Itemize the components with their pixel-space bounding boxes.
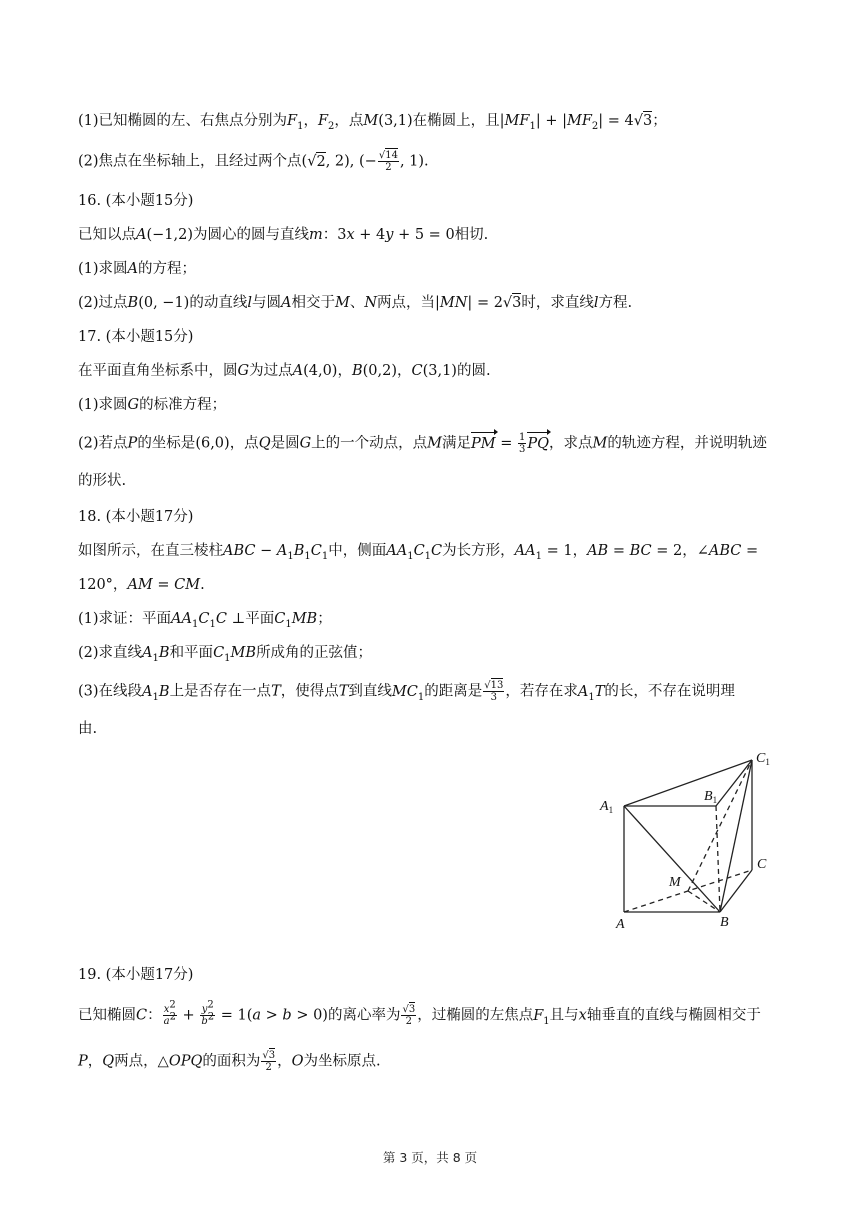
q18-stem-line1: 如图所示，在直三棱柱ABC − $A_1B_1C_1$中，侧面$AA_1C_1C$为长方形，$AA_1 = 1$，AB = BC = 2，∠ABC =: [78, 543, 759, 562]
q16-part1: (1)求圆A的方程；: [78, 261, 197, 277]
q16-header: 16. (本小题15分): [78, 193, 194, 209]
prism-figure: [596, 746, 786, 938]
q17-part2-line1: (2)若点P的坐标是(6,0)，点Q是圆G上的一个动点，点M满足PM = $\frac{1}{3}$ PQ，求点M的轨迹方程，并说明轨迹: [78, 432, 767, 455]
q18-header: 18. (本小题17分): [78, 509, 194, 525]
label-a1: $A_1$: [600, 799, 614, 815]
q19-stem-line1: 已知椭圆C： $\frac{x^2}{a^2}$ + $\frac{y^2}{b^2}$ = 1(a > b > 0)的离心率为 $\frac{√3}{2}$ ，过椭圆的左焦点$F_1$且与x轴垂直的直线与椭圆相交于: [78, 999, 761, 1027]
label-b1: $B_1$: [704, 789, 718, 805]
fraction-sqrt14-over-2: $\frac{√14}{2}$: [378, 150, 398, 173]
page-footer: 第 3 页，共 8 页: [382, 1150, 478, 1165]
q17-part1: (1)求圆G的标准方程；: [78, 397, 227, 413]
q19-stem-line2: P，Q两点，△OPQ的面积为 $\frac{√3}{2}$ ，O为坐标原点.: [78, 1050, 381, 1073]
edge-b1-b: [716, 806, 720, 912]
q17-header: 17. (本小题15分): [78, 329, 194, 345]
q18-part3-line1: (3)在线段$A_1B$上是否存在一点T，使得点T到直线$MC_1$的距离是 $\frac{√13}{3}$ ，若存在求$A_1T$的长，不存在说明理: [78, 680, 735, 703]
edge-b-c1: [720, 760, 752, 912]
label-c1: $C_1$: [756, 751, 770, 767]
q15-part1: (1)已知椭圆的左、右焦点分别为$F_1$，$F_2$，点M(3,1)在椭圆上，且$|MF_1| + |MF_2| = 4√3$；: [78, 113, 667, 132]
q16-part2: (2)过点B(0, −1)的动直线l与圆A相交于M、N两点，当|MN| = 2√3时，求直线l方程.: [78, 295, 633, 311]
q16-stem: 已知以点A(−1,2)为圆心的圆与直线m：3x + 4y + 5 = 0相切.: [78, 227, 489, 243]
q18-part1: (1)求证：平面$AA_1C_1C$ ⊥平面$C_1MB$；: [78, 611, 332, 630]
q18-part3-line2: 由.: [78, 721, 98, 737]
label-m: M: [669, 875, 681, 890]
edge-a1-b: [624, 806, 720, 912]
q18-part2: (2)求直线$A_1B$和平面$C_1MB$所成角的正弦值；: [78, 645, 373, 664]
q19-header: 19. (本小题17分): [78, 967, 194, 983]
label-a: A: [616, 917, 625, 932]
q17-part2-line2: 的形状.: [78, 473, 127, 489]
label-b: B: [720, 915, 729, 930]
q17-stem: 在平面直角坐标系中，圆G为过点A(4,0)，B(0,2)，C(3,1)的圆.: [78, 363, 491, 379]
q15-part2: (2)焦点在坐标轴上，且经过两个点(√2, 2), (− $\frac{√14}{2}$ , 1).: [78, 150, 429, 173]
q18-stem-line2: 120°，AM = CM.: [78, 577, 205, 593]
label-c: C: [757, 857, 767, 872]
